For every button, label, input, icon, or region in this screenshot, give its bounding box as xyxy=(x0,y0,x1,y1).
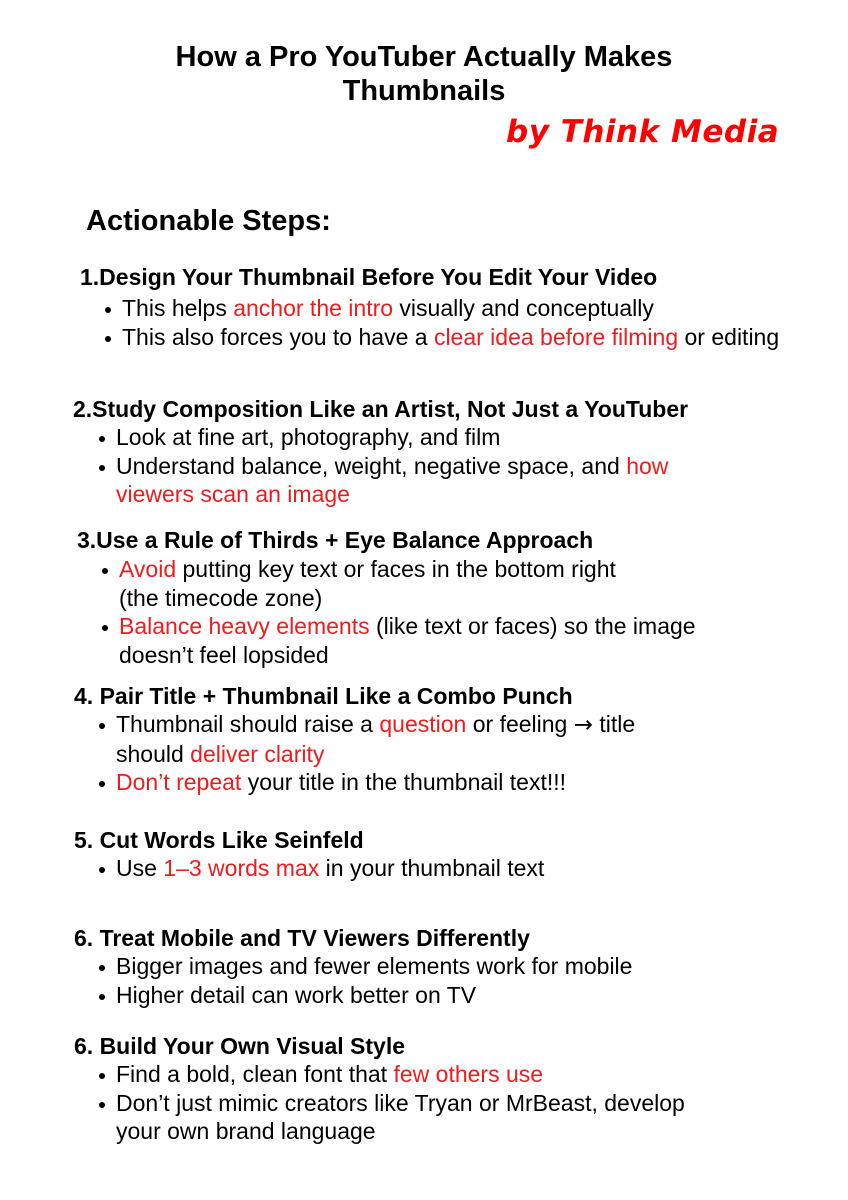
step-6-bullets xyxy=(99,952,779,1009)
list-item: Find a bold, clean font that few others use xyxy=(99,1060,799,1089)
list-item: Use 1–3 words max in your thumbnail text xyxy=(99,854,779,883)
highlight: Balance heavy elements xyxy=(119,613,370,639)
highlight: 1–3 words max xyxy=(163,855,320,881)
highlight: how viewers scan an image xyxy=(116,452,669,507)
byline: by Think Media xyxy=(506,114,780,150)
list-item: Look at fine art, photography, and film xyxy=(99,423,739,452)
step-3-bullets xyxy=(102,555,782,669)
step-1-heading: 1.Design Your Thumbnail Before You Edit Your Video xyxy=(80,264,658,290)
list-item: This helps anchor the intro visually and conceptually xyxy=(105,294,785,323)
list-item: Thumbnail should raise a question or feeling → title should deliver clarity xyxy=(99,710,779,768)
highlight: clear idea before filming xyxy=(433,323,679,350)
title-line-2: Thumbnails xyxy=(342,75,506,107)
step-2-heading: 2.Study Composition Like an Artist, Not Just a YouTuber xyxy=(73,396,689,422)
list-item: Don’t just mimic creators like Tryan or MrBeast, develop your own brand language xyxy=(99,1089,799,1146)
arrow-right-icon: → xyxy=(573,712,594,738)
step-4-bullets xyxy=(99,710,779,797)
list-item: Understand balance, weight, negative space, and how viewers scan an image xyxy=(99,452,739,509)
actionable-steps-heading: Actionable Steps: xyxy=(86,205,331,237)
step-6-heading: 6. Treat Mobile and TV Viewers Differently xyxy=(74,925,530,951)
highlight: anchor the intro xyxy=(233,295,394,321)
step-1-bullets xyxy=(105,294,785,351)
step-7-heading: 6. Build Your Own Visual Style xyxy=(74,1033,406,1059)
highlight: few others use xyxy=(393,1061,544,1087)
list-item: Balance heavy elements (like text or faces) so the image doesn’t feel lopsided xyxy=(102,612,782,669)
document-title xyxy=(0,40,848,108)
highlight: Avoid xyxy=(119,556,177,582)
step-5-bullets xyxy=(99,854,779,883)
list-item: This also forces you to have a clear idea before filming or editing xyxy=(105,323,785,352)
step-7-bullets xyxy=(99,1060,799,1146)
highlight: Don’t repeat xyxy=(116,769,242,795)
title-line-1: How a Pro YouTuber Actually Makes xyxy=(175,41,673,73)
highlight: question xyxy=(379,711,467,737)
list-item: Bigger images and fewer elements work for mobile xyxy=(99,952,779,981)
highlight: deliver clarity xyxy=(190,740,325,767)
step-5-heading: 5. Cut Words Like Seinfeld xyxy=(74,827,364,853)
list-item: Avoid putting key text or faces in the bottom right (the timecode zone) xyxy=(102,555,782,612)
list-item: Don’t repeat your title in the thumbnail text!!! xyxy=(99,768,779,797)
step-2-bullets xyxy=(99,423,739,509)
list-item: Higher detail can work better on TV xyxy=(99,981,779,1010)
step-3-heading: 3.Use a Rule of Thirds + Eye Balance Approach xyxy=(77,527,594,553)
step-4-heading: 4. Pair Title + Thumbnail Like a Combo Punch xyxy=(74,683,573,709)
